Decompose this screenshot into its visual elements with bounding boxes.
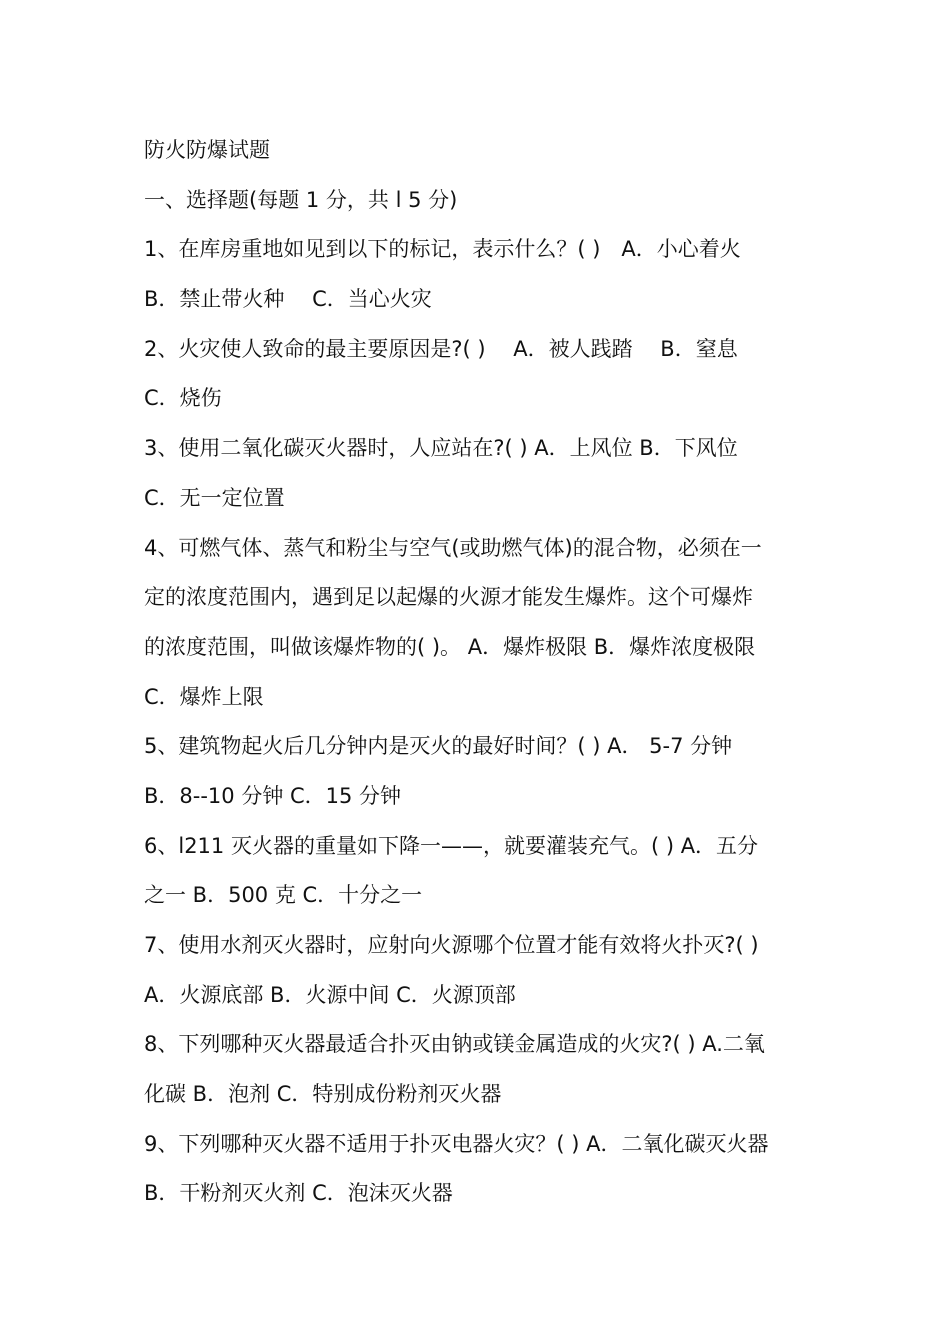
question-2-line-1: 2、火灾使人致命的最主要原因是?( ) A．被人践踏 B．窒息: [144, 336, 738, 361]
question-4-line-1: 4、可燃气体、蒸气和粉尘与空气(或助燃气体)的混合物，必须在一: [144, 535, 762, 560]
section-heading: 一、选择题(每题 1 分，共 l 5 分): [144, 187, 458, 212]
question-8-line-1: 8、下列哪种灭火器最适合扑灭由钠或镁金属造成的火灾?( ) A.二氧: [144, 1032, 765, 1057]
question-2-line-2: C．烧伤: [144, 386, 222, 411]
question-4-line-2: 定的浓度范围内，遇到足以起爆的火源才能发生爆炸。这个可爆炸: [144, 585, 753, 610]
document-title: 防火防爆试题: [144, 138, 270, 162]
question-1-line-2: B．禁止带火种 C．当心火灾: [144, 287, 432, 312]
question-7-line-2: A．火源底部 B．火源中间 C．火源顶部: [144, 982, 516, 1007]
question-4-line-3: 的浓度范围，叫做该爆炸物的( )。 A．爆炸极限 B．爆炸浓度极限: [144, 634, 756, 659]
question-9-line-2: B．干粉剂灭火剂 C．泡沫灭火器: [144, 1181, 453, 1206]
question-6-line-1: 6、l211 灭火器的重量如下降一——，就要灌装充气。( ) A．五分: [144, 833, 759, 858]
question-3-line-2: C．无一定位置: [144, 485, 285, 510]
question-4-line-4: C．爆炸上限: [144, 684, 264, 709]
question-1-line-1: 1、在库房重地如见到以下的标记，表示什么？( ) A．小心着火: [144, 237, 741, 262]
question-7-line-1: 7、使用水剂灭火器时，应射向火源哪个位置才能有效将火扑灭?( ): [144, 933, 759, 957]
document-body: [144, 126, 814, 1219]
question-5-line-2: B．8--10 分钟 C．15 分钟: [144, 783, 402, 808]
question-9-line-1: 9、下列哪种灭火器不适用于扑灭电器火灾？( ) A．二氧化碳灭火器: [144, 1131, 769, 1156]
question-3-line-1: 3、使用二氧化碳灭火器时，人应站在?( ) A．上风位 B．下风位: [144, 436, 738, 461]
question-6-line-2: 之一 B．500 克 C．十分之一: [144, 883, 423, 908]
question-8-line-2: 化碳 B．泡剂 C．特别成份粉剂灭火器: [144, 1082, 502, 1107]
question-5-line-1: 5、建筑物起火后几分钟内是灭火的最好时间？( ) A． 5-7 分钟: [144, 734, 733, 759]
